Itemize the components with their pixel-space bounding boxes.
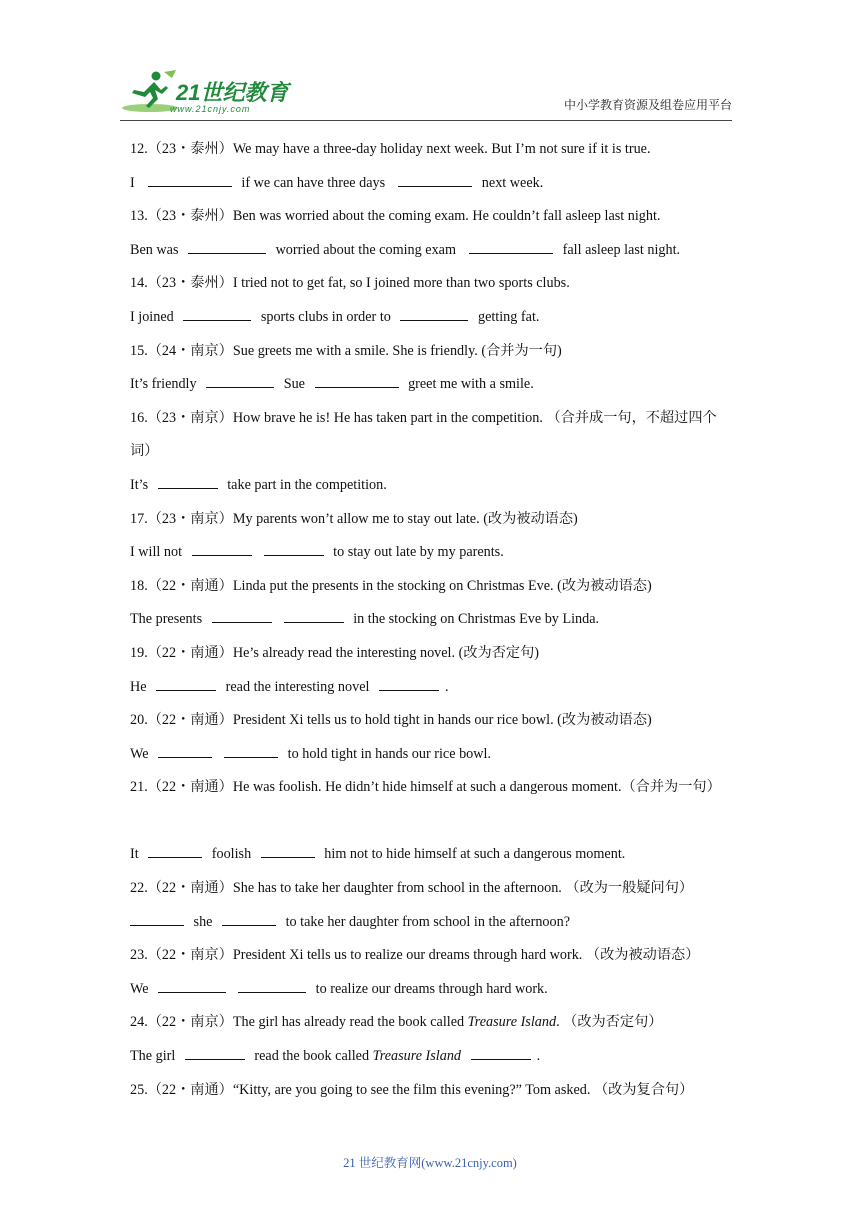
answer-14: I joined sports clubs in order to getting fat. (130, 301, 732, 335)
answer-blank[interactable] (130, 911, 184, 926)
answer-blank[interactable] (158, 474, 218, 489)
answer-blank[interactable] (222, 911, 276, 926)
book-title: Treasure Island (467, 1014, 557, 1031)
question-13: 13.（23・泰州）Ben was worried about the coming exam. He couldn’t fall asleep last night. (130, 208, 661, 225)
answer-20: We to hold tight in hands our rice bowl. (130, 738, 732, 772)
answer-blank[interactable] (148, 172, 232, 187)
answer-blank[interactable] (158, 978, 226, 993)
site-logo (120, 68, 290, 114)
logo-text: 21世纪教育 (176, 80, 289, 105)
answer-blank[interactable] (315, 373, 399, 388)
answer-blank[interactable] (469, 239, 553, 254)
answer-blank[interactable] (192, 541, 252, 556)
question-22: 22.（22・南通）She has to take her daughter from school in the afternoon. （改为一般疑问句） (130, 880, 694, 897)
question-25: 25.（22・南通）“Kitty, are you going to see the film this evening?” Tom asked. （改为复合句） (130, 1081, 694, 1098)
question-19: 19.（22・南通）He’s already read the interesting novel. (改为否定句) (130, 644, 539, 661)
question-14: 14.（23・泰州）I tried not to get fat, so I joined more than two sports clubs. (130, 275, 570, 292)
answer-blank[interactable] (158, 743, 212, 758)
page-header (120, 64, 732, 118)
answer-blank[interactable] (261, 843, 315, 858)
answer-21: It foolish him not to hide himself at such a dangerous moment. (130, 838, 732, 872)
answer-blank[interactable] (183, 306, 251, 321)
question-17: 17.（23・南京）My parents won’t allow me to stay out late. (改为被动语态) (130, 510, 578, 527)
answer-12: I if we can have three days next week. (130, 167, 732, 201)
header-platform-text: 中小学教育资源及组卷应用平台 (563, 98, 732, 112)
answer-blank[interactable] (185, 1045, 245, 1060)
answer-blank[interactable] (238, 978, 306, 993)
answer-19: He read the interesting novel . (130, 671, 732, 705)
question-20: 20.（22・南通）President Xi tells us to hold tight in hands our rice bowl. (改为被动语态) (130, 712, 652, 729)
answer-17: I will not to stay out late by my parents. (130, 536, 732, 570)
answer-blank[interactable] (264, 541, 324, 556)
answer-blank[interactable] (224, 743, 278, 758)
question-15: 15.（24・南京）Sue greets me with a smile. She is friendly. (合并为一句) (130, 342, 562, 359)
answer-blank[interactable] (156, 676, 216, 691)
question-23: 23.（22・南京）President Xi tells us to realize our dreams through hard work. （改为被动语态） (130, 947, 700, 964)
question-21: 21.（22・南通）He was foolish. He didn’t hide himself at such a dangerous moment.（合并为一句） (130, 779, 721, 796)
question-12: 12.（23・泰州）We may have a three-day holiday next week. But I’m not sure if it is true. (130, 141, 651, 157)
answer-blank[interactable] (284, 608, 344, 623)
question-24: 24.（22・南京）The girl has already read the book called Treasure Island. （改为否定句） (130, 1014, 663, 1031)
answer-16: It’s take part in the competition. (130, 469, 732, 503)
answer-blank[interactable] (471, 1045, 531, 1060)
page-footer: 21 世纪教育网(www.21cnjy.com) (343, 1156, 517, 1170)
answer-blank[interactable] (398, 172, 472, 187)
question-list (130, 133, 732, 1107)
answer-18: The presents in the stocking on Christmas Eve by Linda. (130, 603, 732, 637)
question-18: 18.（22・南通）Linda put the presents in the stocking on Christmas Eve. (改为被动语态) (130, 577, 652, 594)
book-title: Treasure Island (372, 1048, 462, 1065)
answer-24: The girl read the book called Treasure Island . (130, 1040, 732, 1074)
answer-13: Ben was worried about the coming exam fall asleep last night. (130, 234, 732, 268)
question-16: 16.（23・南京）How brave he is! He has taken part in the competition. （合并成一句，不超过四个词） (130, 409, 717, 460)
answer-23: We to realize our dreams through hard work. (130, 973, 732, 1007)
answer-15: It’s friendly Sue greet me with a smile. (130, 368, 732, 402)
logo-url: www.21cnjy.com (170, 104, 251, 114)
answer-blank[interactable] (400, 306, 468, 321)
answer-blank[interactable] (148, 843, 202, 858)
answer-blank[interactable] (188, 239, 266, 254)
answer-22: she to take her daughter from school in the afternoon? (130, 906, 732, 940)
answer-blank[interactable] (212, 608, 272, 623)
answer-blank[interactable] (206, 373, 274, 388)
answer-blank[interactable] (379, 676, 439, 691)
header-divider (120, 120, 732, 121)
